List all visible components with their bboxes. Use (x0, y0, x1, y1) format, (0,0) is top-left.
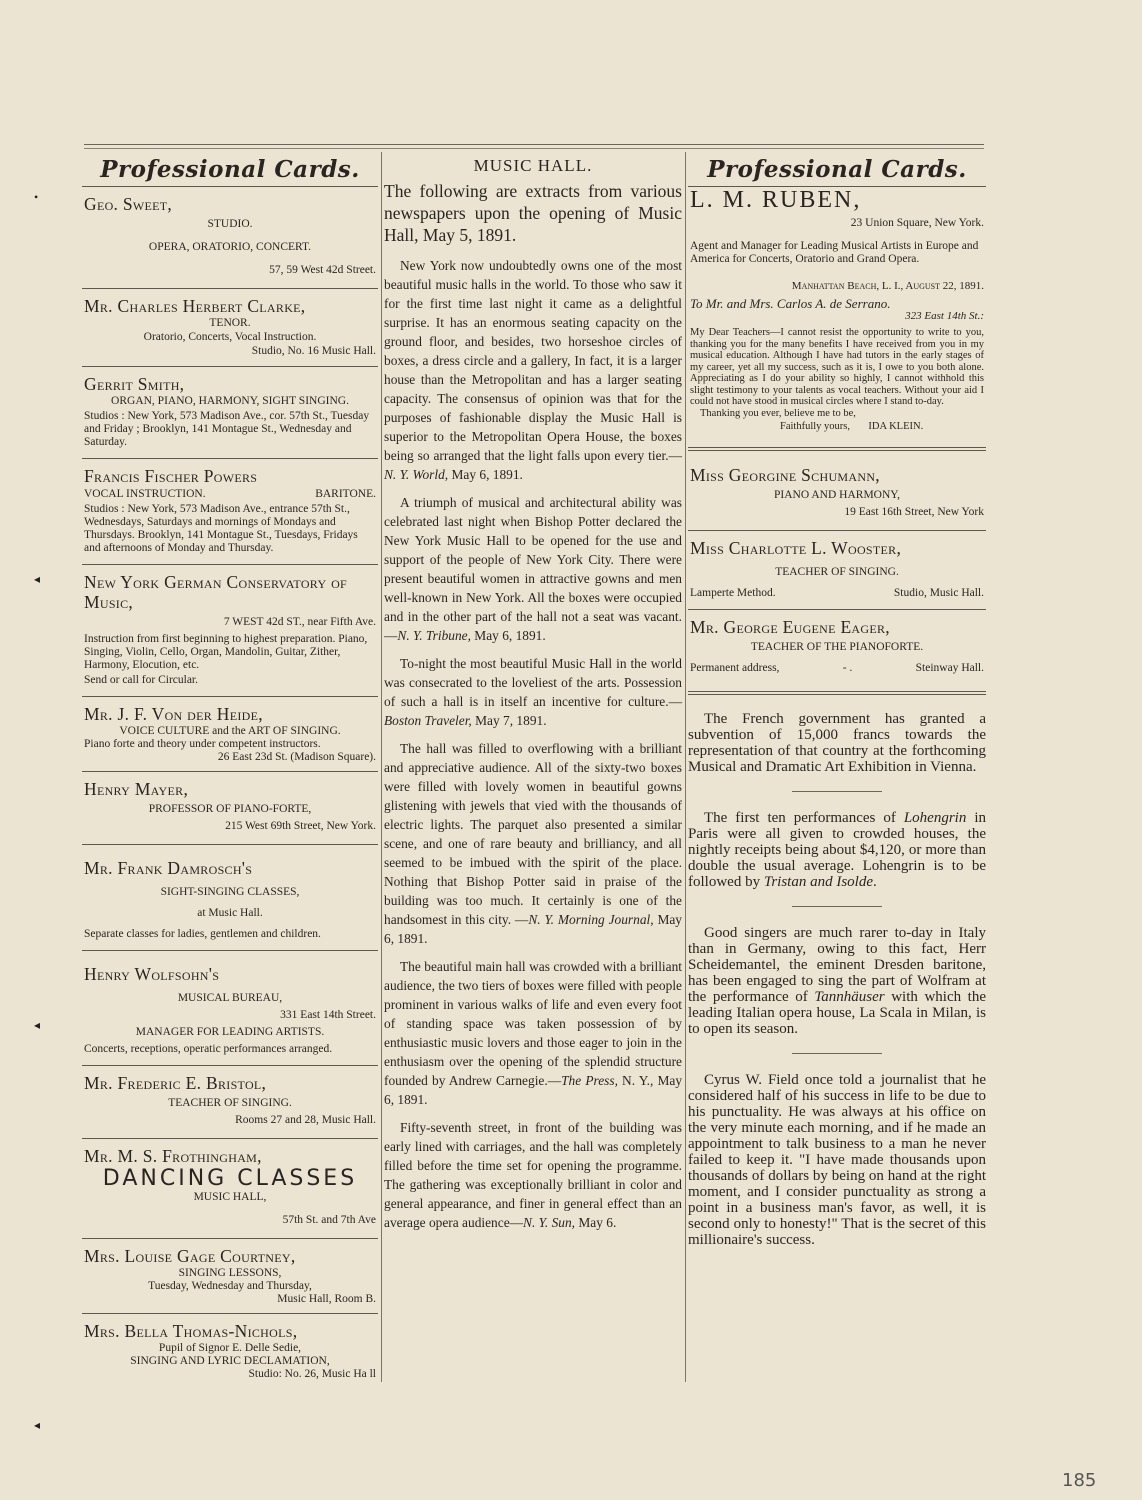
card-schumann: Miss Georgine Schumann, PIANO AND HARMONY, 19 East 16th Street, New York (690, 464, 984, 518)
music-hall-heading: MUSIC HALL. (473, 156, 593, 175)
card-wooster: Miss Charlotte L. Wooster, TEACHER OF SINGING. Lamperte Method. Studio, Music Hall. (690, 537, 984, 599)
card-courtney: Mrs. Louise Gage Courtney, SINGING LESSONS, Tuesday, Wednesday and Thursday, Music Hall, Room B. (84, 1246, 376, 1305)
card-eager: Mr. George Eugene Eager, TEACHER OF THE PIANOFORTE. Permanent address, - . Steinway Hall. (690, 616, 984, 674)
column-middle (384, 152, 682, 1241)
card-conservatory: New York German Conservatory of Music, 7 WEST 42d ST., near Fifth Ave. Instruction from first beginning to highest preparation. Piano, Singing, Violin, Cello, Organ, Mandolin, Guitar, Zither, Harmony, Elocution, etc. Send or call for Circular. (84, 572, 376, 686)
col1-heading: Professional Cards. (100, 156, 360, 183)
card-damrosch: Mr. Frank Damrosch's SIGHT-SINGING CLASSES, at Music Hall. Separate classes for ladies, gentlemen and children. (84, 858, 321, 940)
column-left (82, 152, 378, 1385)
card-mayer: Henry Mayer, PROFESSOR OF PIANO-FORTE, 215 West 69th Street, New York. (84, 779, 376, 832)
binding-mark: ◂ (34, 1018, 41, 1032)
page-number: 185 (1062, 1470, 1097, 1491)
news-french: The French government has granted a subvention of 15,000 francs towards the representation of that country at the forthcoming Musical and Dramatic Art Exhibition in Vienna. (688, 710, 986, 775)
news-singers: Good singers are much rarer to-day in Italy than in Germany, owing to this fact, Herr Scheidemantel, the eminent Dresden baritone, has been engaged to sing the part of Wolfram at the performance of Tannhäuser with which the leading Italian opera house, La Scala in Milan, is to open its season. (688, 924, 987, 1037)
top-rule (84, 144, 984, 145)
top-rule-2 (84, 148, 984, 149)
extract-sun: Fifty-seventh street, in front of the building was early lined with carriages, and the hall was completely filled before the time set for opening the programme. The gathering was exceptionally brilliant in color and general appearance, and finer in general effect than an average opera audience—N. Y. Sun, May 6. (384, 1120, 682, 1230)
card-bristol: Mr. Frederic E. Bristol, TEACHER OF SINGING. Rooms 27 and 28, Music Hall. (84, 1073, 376, 1126)
card-nichols: Mrs. Bella Thomas-Nichols, Pupil of Signor E. Delle Sedie, SINGING AND LYRIC DECLAMATION, Studio: No. 26, Music Ha ll (84, 1321, 376, 1380)
extract-press: The beautiful main hall was crowded with a brilliant audience, the two tiers of boxes were filled with people prominent in various walks of life and even every foot of standing space was taken possession of by enthusiastic music lovers and those eager to join in the enthusiasm over the opening of the splendid structure founded by Andrew Carnegie.—The Press, N. Y., May 6, 1891. (384, 959, 683, 1107)
card-wolfsohn: Henry Wolfsohn's MUSICAL BUREAU, 331 East 14th Street. MANAGER FOR LEADING ARTISTS. Concerts, receptions, operatic performances arranged. (84, 964, 376, 1055)
news-field: Cyrus W. Field once told a journalist that he considered half of his success in life to be due to his punctuality. He was always at his office on the very minute each morning, and if he made an appointment to talk business to a man he never failed to keep it. "I have made thousands upon thousands of dollars by being on hand at the right moment, and I consider punctuality as strong a point in a business man's favor, as well, it is second only to honesty!" That is the secret of this millionaire's success. (688, 1071, 986, 1248)
card-clarke: Mr. Charles Herbert Clarke, TENOR. Oratorio, Concerts, Vocal Instruction. Studio, No. 16 Music Hall. (84, 296, 376, 357)
binding-mark: ◂ (34, 572, 41, 586)
column-divider (381, 152, 382, 1382)
column-right (688, 152, 986, 1248)
extract-traveler: To-night the most beautiful Music Hall in the world was consecrated to the loveliest of the arts. Possession of such a hall is in itself an incentive for culture.—Boston Traveler, May 7, 1891. (384, 656, 682, 728)
card-powers: Francis Fischer Powers VOCAL INSTRUCTION. BARITONE. Studios : New York, 573 Madison Ave., entrance 57th St., Wednesdays, Saturdays and mornings of Mondays and Thursdays. Brooklyn, 141 Montague St., Tuesdays, Fridays and afternoons of Monday and Thursday. (84, 466, 376, 554)
card-smith: Gerrit Smith, ORGAN, PIANO, HARMONY, SIGHT SINGING. Studios : New York, 573 Madison Ave., cor. 57th St., Tuesday and Friday ; Brooklyn, 141 Montague St., Wednesday and Saturday. (84, 374, 370, 448)
intro-text: The following are extracts from various newspapers upon the opening of Music Hall, May 5, 1891. (384, 181, 682, 245)
extract-journal: The hall was filled to overflowing with a brilliant and appreciative audience. All of the sixty-two boxes were filled with lovely women in beautiful gowns glistening with jewels that vied with the thousands of electric lights. The parquet also presented a similar scene, and one of rare beauty and brilliancy, and all seemed to be imbued with the spirit of the place. Nothing that Bishop Potter said in praise of the building was too much. It certainly is one of the handsomest in this city. —N. Y. Morning Journal, May 6, 1891. (384, 741, 682, 946)
card-sweet: Geo. Sweet, STUDIO. OPERA, ORATORIO, CONCERT. 57, 59 West 42d Street. (84, 194, 376, 276)
extract-world: New York now undoubtedly owns one of the most beautiful music halls in the world. To those who saw it for the first time last night it came as a delightful surprise. It has an enormous seating capacity on the ground floor, and besides, two horseshoe circles of boxes, a dress circle and a gallery, In fact, it is a larger house than the Metropolitan and has a larger seating capacity. The consensus of opinion was that for the purposes of fashionable display the Music Hall is superior to the Metropolitan Opera House, the boxes being so arranged that the light falls upon every tier.—N. Y. World, May 6, 1891. (384, 258, 682, 482)
column-divider (685, 152, 686, 1382)
binding-mark: ◂ (34, 1418, 41, 1432)
card-vonderheide: Mr. J. F. Von der Heide, VOICE CULTURE and the ART OF SINGING. Piano forte and theory under competent instructors. 26 East 23d St. (Madison Square). (84, 704, 376, 763)
card-ruben: L. M. RUBEN, 23 Union Square, New York. Agent and Manager for Leading Musical Artists in Europe and America for Concerts, Oratorio and Grand Opera. Manhattan Beach, L. I., August 22, 1891. To Mr. and Mrs. Carlos A. de Serrano. 323 East 14th St.: My Dear Teachers—I cannot resist the opportunity to write to you, thanking you for the many benefits I have received from you in my musical education. Although I have had tutors in the early stages of my career, yet all my success, such as it is, I owe to you both alone. Appreciating as I do your ability so highly, I cannot withhold this slight testimony to your talents as vocal teachers. Without your aid I could not have stood in musical circles where I stand to-day. Thanking you ever, believe me to be, Faithfully yours, IDA KLEIN. (690, 187, 984, 432)
col3-heading: Professional Cards. (707, 156, 967, 183)
binding-mark: • (34, 190, 39, 204)
extract-tribune: A triumph of musical and architectural ability was celebrated last night when Bishop Potter declared the New York Music Hall to be opened for the use and support of the people of New York City. There were present beautiful women in attractive gowns and men well-known in New York. All the boxes were occupied and in the other part of the hall not a seat was vacant.—N. Y. Tribune, May 6, 1891. (384, 495, 682, 643)
news-lohengrin: The first ten performances of Lohengrin in Paris were all given to crowded houses, the nightly receipts being about $4,120, or more than double the usual average. Lohengrin is to be followed by Tristan and Isolde. (688, 809, 986, 890)
card-frothingham: Mr. M. S. Frothingham, DANCING CLASSES MUSIC HALL, 57th St. and 7th Ave (84, 1146, 376, 1226)
